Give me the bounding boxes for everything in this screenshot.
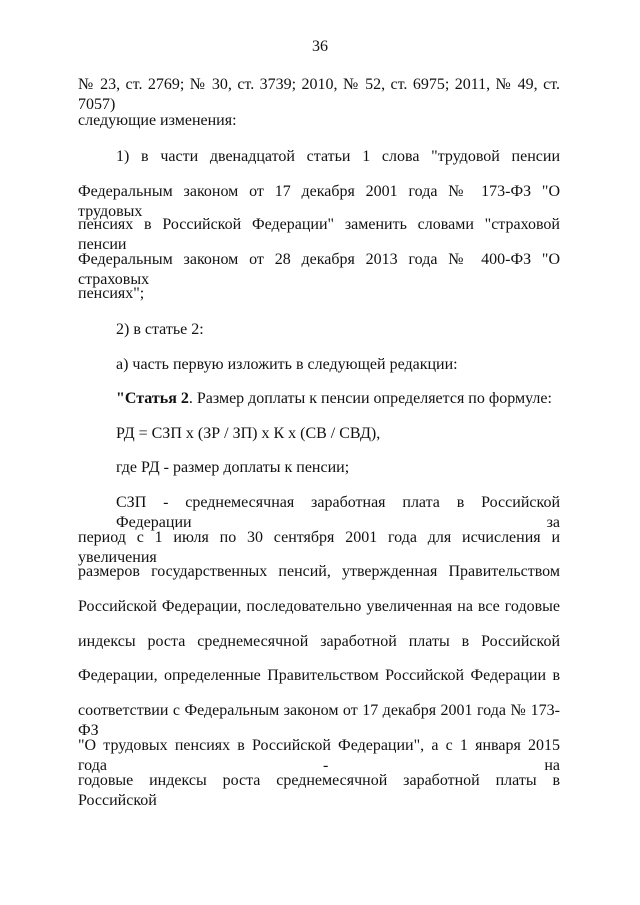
article-title: "Статья 2 — [116, 390, 189, 407]
text-line-17: индексы роста среднемесячной заработной платы в Российской — [78, 633, 560, 650]
text-line-2: следующие изменения: — [78, 112, 237, 129]
text-line-19: соответствии с Федеральным законом от 17 декабря 2001 года № 173-ФЗ — [78, 702, 560, 739]
text-line-21: годовые индексы роста среднемесячной заработной платы в Российской — [78, 772, 560, 809]
article-heading-line — [116, 389, 552, 409]
text-line-13: СЗП - среднемесячная заработная плата в Российской Федерации за — [116, 494, 560, 531]
text-line-12: где РД - размер доплаты к пенсии; — [116, 459, 350, 476]
text-line-1: № 23, ст. 2769; № 30, ст. 3739; 2010, № 52, ст. 6975; 2011, № 49, ст. 7057) — [78, 76, 560, 113]
text-line-3: 1) в части двенадцатой статьи 1 слова "трудовой пенсии — [116, 148, 560, 165]
text-line-7: пенсиях"; — [78, 285, 145, 302]
article-title-rest: . Размер доплаты к пенсии определяется по формуле: — [188, 390, 552, 407]
text-line-6: Федеральным законом от 28 декабря 2013 года № 400-ФЗ "О страховых — [78, 251, 560, 288]
text-line-8: 2) в статье 2: — [116, 321, 204, 338]
text-line-4: Федеральным законом от 17 декабря 2001 года № 173-ФЗ "О трудовых — [78, 183, 560, 220]
formula-line: РД = СЗП x (ЗР / ЗП) x К x (СВ / СВД), — [116, 425, 381, 442]
text-line-9: а) часть первую изложить в следующей редакции: — [116, 356, 458, 373]
text-line-16: Российской Федерации, последовательно увеличенная на все годовые — [78, 598, 560, 615]
page-number: 36 — [312, 38, 328, 55]
text-line-20: "О трудовых пенсиях в Российской Федерации", а с 1 января 2015 года - на — [78, 737, 560, 774]
text-line-18: Федерации, определенные Правительством Российской Федерации в — [78, 667, 560, 684]
text-line-15: размеров государственных пенсий, утвержденная Правительством — [78, 563, 560, 580]
text-line-14: период с 1 июля по 30 сентября 2001 года для исчисления и увеличения — [78, 529, 560, 566]
text-line-5: пенсиях в Российской Федерации" заменить словами "страховой пенсии — [78, 216, 560, 253]
